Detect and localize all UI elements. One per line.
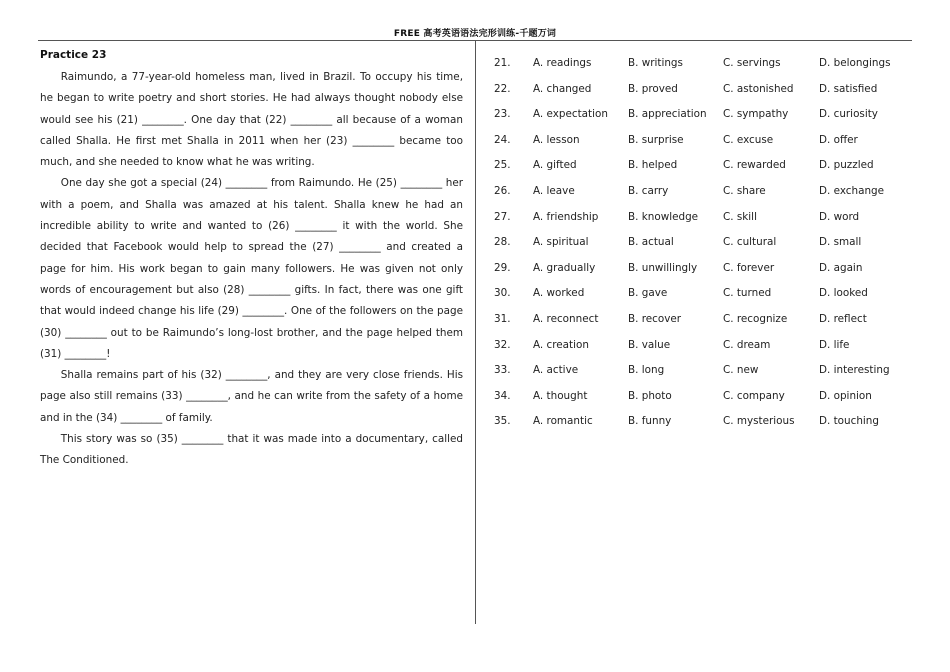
option-b: B. proved: [628, 82, 678, 95]
option-c: C. company: [723, 389, 785, 402]
question-row-26: [494, 181, 914, 207]
option-b: B. appreciation: [628, 108, 707, 121]
option-c: C. cultural: [723, 236, 777, 249]
option-b: B. photo: [628, 389, 672, 402]
question-row-28: [494, 232, 914, 258]
question-number: 34.: [494, 389, 511, 402]
option-b: B. writings: [628, 57, 683, 69]
option-b: B. actual: [628, 236, 674, 249]
option-c: C. forever: [723, 261, 775, 274]
option-d: D. again: [819, 261, 863, 274]
option-c: C. excuse: [723, 133, 774, 146]
option-b: B. unwillingly: [628, 261, 698, 274]
question-number: 32.: [494, 338, 511, 351]
option-d: D. opinion: [819, 389, 872, 402]
option-a: A. friendship: [533, 210, 599, 223]
option-a: A. leave: [533, 184, 575, 197]
passage-paragraph-4: This story was so (35) ________ that it was made into a documentary, called The Conditioned.: [40, 433, 463, 467]
passage-paragraph-3: Shalla remains part of his (32) ________, and they are very close friends. His page also still remains (33) ________, and he can write from the safety of a home and in the (34) ________ of family.: [40, 369, 463, 424]
option-d: D. offer: [819, 133, 858, 146]
option-b: B. carry: [628, 184, 669, 197]
passage-paragraph-1: Raimundo, a 77-year-old homeless man, lived in Brazil. To occupy his time, he began to write poetry and short stories. He had always thought nobody else would see his (21) ________. One day that (22) ________ all because of a woman called Shalla. He first met Shalla in 2011 when her (23) ________ became too much, and she needed to know what he was writing.: [40, 71, 463, 169]
question-number: 35.: [494, 415, 511, 428]
option-b: B. helped: [628, 159, 678, 172]
question-number: 29.: [494, 261, 511, 274]
option-a: A. active: [533, 364, 579, 377]
option-c: C. dream: [723, 338, 771, 351]
question-number: 24.: [494, 133, 511, 146]
answer-options-list: [494, 53, 914, 437]
option-a: A. readings: [533, 57, 592, 69]
question-row-32: [494, 335, 914, 361]
question-number: 31.: [494, 312, 511, 325]
question-number: 30.: [494, 287, 511, 300]
option-d: D. belongings: [819, 57, 891, 69]
question-row-25: [494, 155, 914, 181]
option-d: D. exchange: [819, 184, 885, 197]
option-a: A. worked: [533, 287, 585, 300]
question-row-27: [494, 207, 914, 233]
option-b: B. knowledge: [628, 210, 699, 223]
question-number: 33.: [494, 364, 511, 377]
option-a: A. thought: [533, 389, 588, 402]
option-a: A. gradually: [533, 261, 596, 274]
option-d: D. looked: [819, 287, 868, 300]
option-d: D. life: [819, 338, 850, 351]
option-d: D. satisfied: [819, 82, 878, 95]
option-d: D. reflect: [819, 312, 867, 325]
option-a: A. gifted: [533, 159, 577, 172]
question-row-29: [494, 258, 914, 284]
option-a: A. expectation: [533, 108, 608, 121]
question-number: 25.: [494, 159, 511, 172]
practice-title: Practice 23: [40, 49, 107, 61]
question-number: 22.: [494, 82, 511, 95]
option-c: C. astonished: [723, 82, 794, 95]
question-number: 21.: [494, 57, 511, 69]
option-c: C. recognize: [723, 312, 788, 325]
option-c: C. skill: [723, 210, 757, 223]
question-row-21: [494, 53, 914, 79]
option-a: A. changed: [533, 82, 592, 95]
option-b: B. surprise: [628, 133, 684, 146]
option-c: C. sympathy: [723, 108, 789, 121]
question-row-34: [494, 386, 914, 412]
question-row-30: [494, 283, 914, 309]
option-b: B. recover: [628, 312, 682, 325]
question-row-24: [494, 130, 914, 156]
question-number: 28.: [494, 236, 511, 249]
passage-column: [40, 47, 463, 472]
question-row-23: [494, 104, 914, 130]
option-c: C. servings: [723, 57, 781, 69]
question-row-31: [494, 309, 914, 335]
option-a: A. reconnect: [533, 312, 599, 325]
option-d: D. puzzled: [819, 159, 874, 172]
option-d: D. touching: [819, 415, 879, 428]
option-a: A. lesson: [533, 133, 580, 146]
option-d: D. small: [819, 236, 862, 249]
question-row-35: [494, 411, 914, 437]
question-number: 27.: [494, 210, 511, 223]
option-c: C. rewarded: [723, 159, 786, 172]
option-a: A. spiritual: [533, 236, 589, 249]
option-d: D. curiosity: [819, 108, 878, 121]
option-c: C. new: [723, 364, 759, 377]
question-row-33: [494, 360, 914, 386]
option-a: A. romantic: [533, 415, 593, 428]
option-c: C. turned: [723, 287, 772, 300]
option-b: B. value: [628, 338, 671, 351]
option-b: B. long: [628, 364, 665, 377]
question-number: 23.: [494, 108, 511, 121]
option-a: A. creation: [533, 338, 589, 351]
option-b: B. funny: [628, 415, 672, 428]
page-header-title: FREE 高考英语语法完形训练-千题万词: [393, 29, 557, 39]
option-b: B. gave: [628, 287, 668, 300]
option-c: C. share: [723, 184, 766, 197]
option-d: D. word: [819, 210, 860, 223]
question-number: 26.: [494, 184, 511, 197]
option-c: C. mysterious: [723, 415, 795, 428]
option-d: D. interesting: [819, 364, 890, 377]
passage-paragraph-2: One day she got a special (24) ________ from Raimundo. He (25) ________ her with a poem, and Shalla was amazed at his talent. Shalla knew he had an incredible ability to write and wanted to (26) ________ it with the world. She decided that Facebook would help to spread the (27) ________ and created a page for him. His work began to gain many followers. He was given not only words of encouragement but also (28) ________ gifts. In fact, there was one gift that would indeed change his life (29) ________. One of the followers on the page (30) ________ out to be Raimundo’s long-lost brother, and the page helped them (31) ________!: [40, 177, 463, 360]
question-row-22: [494, 79, 914, 105]
column-divider: [475, 40, 476, 624]
